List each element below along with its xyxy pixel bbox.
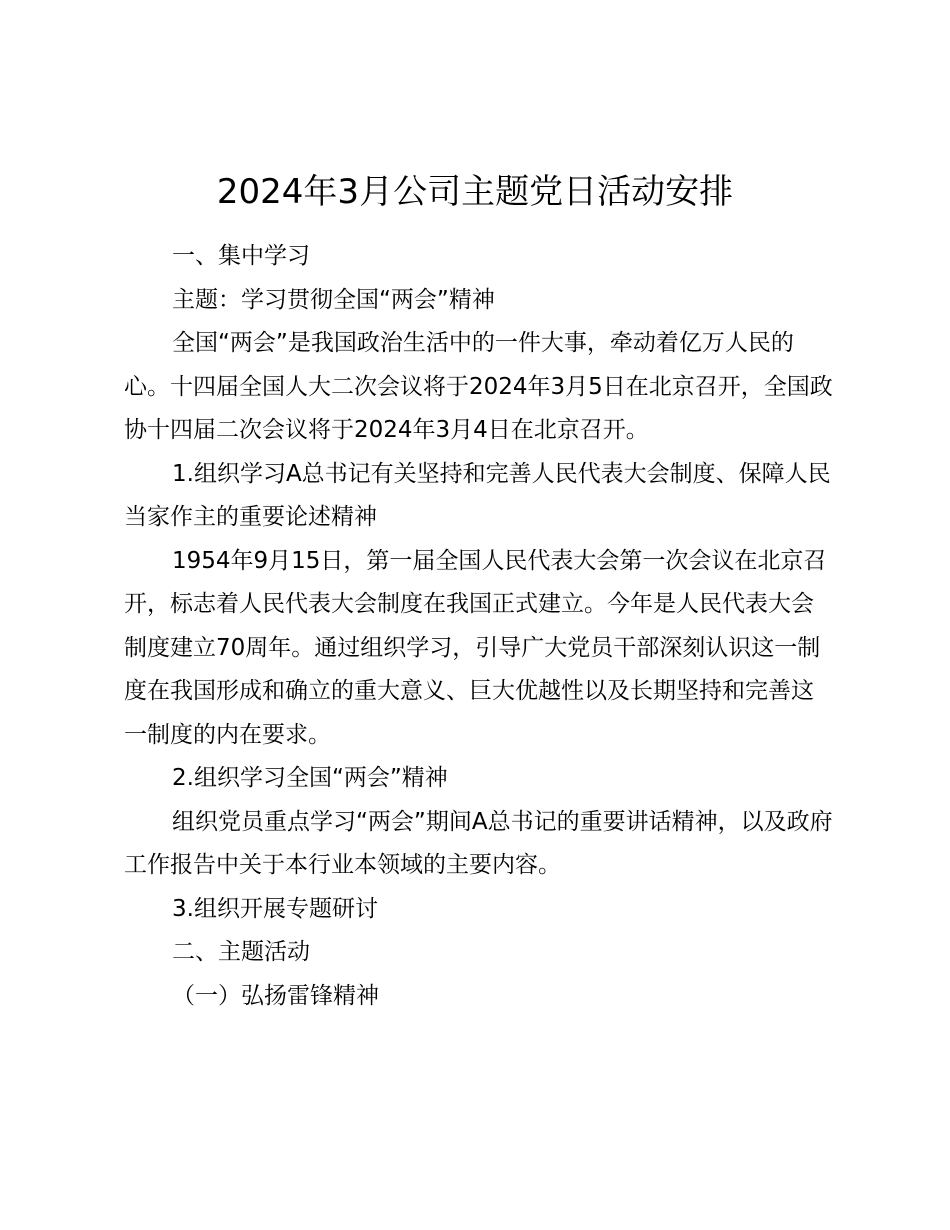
document-title: 2024年3月公司主题党日活动安排 [216,172,734,212]
section-heading-1: 一、集中学习 [172,243,310,269]
item-heading-3: 3.组织开展专题研讨 [172,895,378,922]
body-paragraph: 全国“两会”是我国政治生活中的一件大事，牵动着亿万人民的心。十四届全国人大二次会议将于2024年3月5日在北京召开，全国政协十四届二次会议将于2024年3月4日在北京召开。 [124,330,833,443]
body-paragraph: 1954年9月15日，第一届全国人民代表大会第一次会议在北京召开，标志着人民代表大会制度在我国正式建立。今年是人民代表大会制度建立70周年。通过组织学习，引导广大党员干部深刻认识这一制度在我国形成和确立的重大意义、巨大优越性以及长期坚持和完善这一制度的内在要求。 [124,547,827,748]
document-body [124,235,834,1018]
subsection-heading: （一）弘扬雷锋精神 [172,982,379,1009]
theme-line: 主题：学习贯彻全国“两会”精神 [172,286,495,313]
section-heading-2: 二、主题活动 [172,939,310,965]
item-heading-2: 2.组织学习全国“两会”精神 [172,765,448,791]
body-paragraph: 组织党员重点学习“两会”期间A总书记的重要讲话精神，以及政府工作报告中关于本行业本领域的主要内容。 [124,808,833,878]
item-heading-1: 1.组织学习A总书记有关坚持和完善人民代表大会制度、保障人民当家作主的重要论述精神 [124,460,831,530]
